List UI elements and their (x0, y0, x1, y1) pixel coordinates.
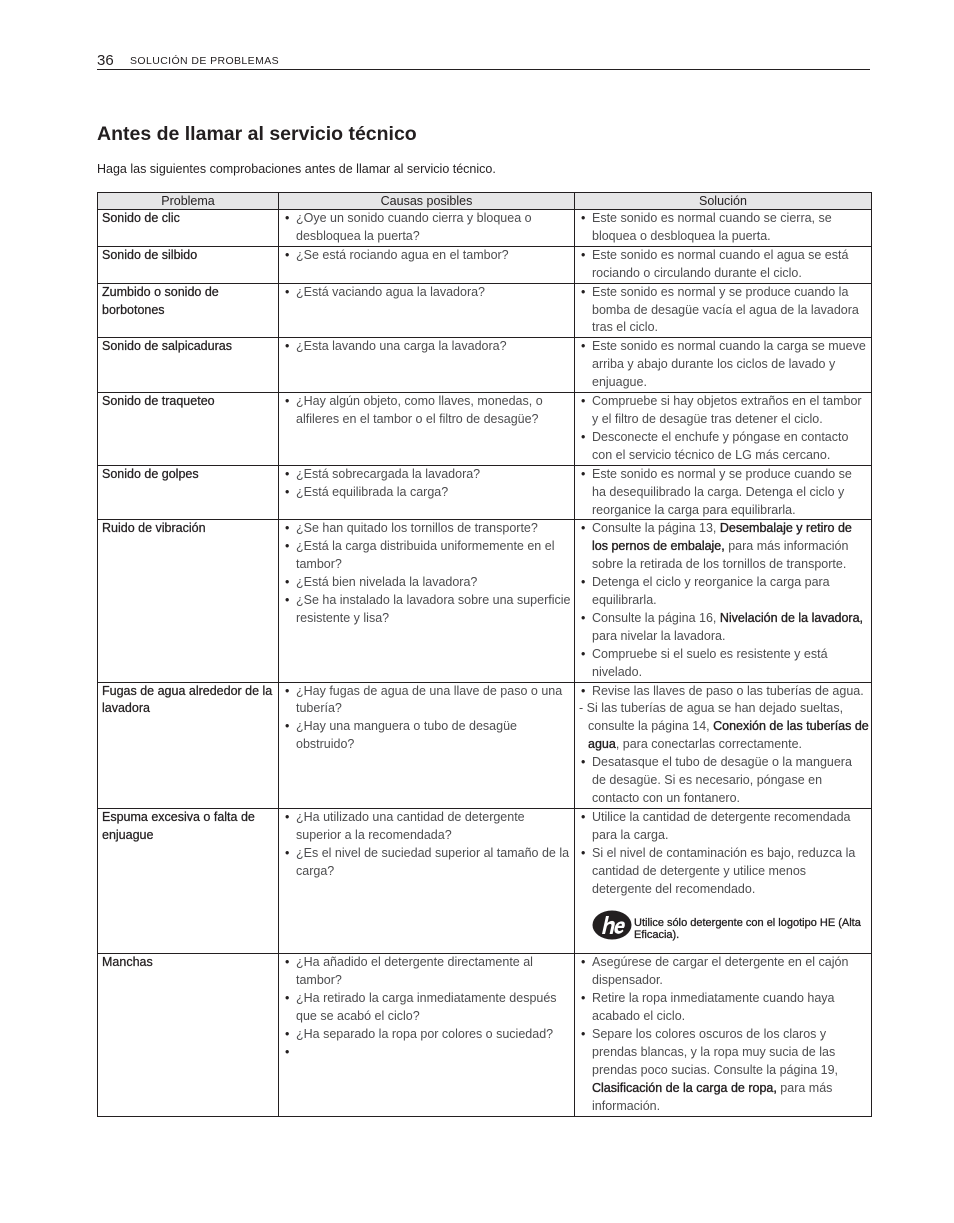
table-row (98, 210, 872, 247)
problem-cell: Sonido de silbido (98, 246, 279, 283)
solution-item: • Revise las llaves de paso o las tuberías de agua. (579, 683, 869, 701)
page-number: 36 (97, 52, 114, 69)
problem-cell: Ruido de vibración (98, 520, 279, 682)
solution-text: Separe los colores oscuros de los claros y prendas blancas, y la ropa muy sucia de las prendas poco sucias. Consulte la página 19, (592, 1027, 838, 1077)
he-note-text: Utilice sólo detergente con el logotipo HE (Alta Eficacia). (634, 917, 861, 942)
solution-cell (575, 808, 872, 954)
solution-item (579, 610, 869, 646)
solution-cell (575, 338, 872, 393)
page-header (97, 52, 870, 70)
solution-item: • Compruebe si el suelo es resistente y está nivelado. (579, 646, 869, 682)
causes-list (283, 247, 572, 265)
solution-item: • Retire la ropa inmediatamente cuando haya acabado el ciclo. (579, 990, 869, 1026)
solution-item: • Este sonido es normal y se produce cuando se ha desequilibrado la carga. Detenga el ciclo y reorganice la carga para equilibrarla. (579, 466, 869, 520)
causes-list (283, 954, 572, 1061)
intro-text: Haga las siguientes comprobaciones antes de llamar al servicio técnico. (97, 162, 496, 176)
solutions-list (579, 338, 869, 392)
causes-cell (279, 954, 575, 1116)
table-row (98, 682, 872, 808)
section-name: SOLUCIÓN DE PROBLEMAS (130, 55, 280, 67)
solution-subitem (579, 700, 869, 754)
troubleshooting-table (97, 192, 872, 1117)
cause-item (283, 1044, 572, 1062)
cause-item: • ¿Ha separado la ropa por colores o suciedad? (283, 1026, 572, 1044)
solutions-list (579, 393, 869, 465)
problem-cell: Sonido de clic (98, 210, 279, 247)
problem-cell: Manchas (98, 954, 279, 1116)
solution-item: • Este sonido es normal cuando la carga se mueve arriba y abajo durante los ciclos de lavado y enjuague. (579, 338, 869, 392)
problem-cell: Sonido de golpes (98, 465, 279, 520)
causes-cell (279, 210, 575, 247)
problem-cell: Zumbido o sonido de borbotones (98, 283, 279, 338)
solution-cell (575, 246, 872, 283)
he-logo-note (592, 911, 869, 941)
solution-item: • Este sonido es normal y se produce cuando la bomba de desagüe vacía el agua de la lavadora tras el ciclo. (579, 284, 869, 338)
table-row (98, 954, 872, 1116)
header-causes: Causas posibles (279, 193, 575, 210)
cause-item: • ¿Se está rociando agua en el tambor? (283, 247, 572, 265)
problem-cell: Sonido de salpicaduras (98, 338, 279, 393)
section-reference: Conexión de las tuberías de agua (588, 719, 869, 752)
solution-text: - Si las tuberías de agua se han dejado sueltas, consulte la página 14, (579, 701, 844, 734)
solutions-list (579, 247, 869, 283)
solution-cell (575, 954, 872, 1116)
cause-item: • ¿Está bien nivelada la lavadora? (283, 574, 572, 592)
cause-item: • ¿Es el nivel de suciedad superior al tamaño de la carga? (283, 845, 572, 881)
solution-item (579, 1026, 869, 1116)
causes-list (283, 809, 572, 881)
header-solution: Solución (575, 193, 872, 210)
solution-cell (575, 682, 872, 808)
solutions-list (579, 809, 869, 899)
solution-text: , para conectarlas correctamente. (615, 737, 803, 752)
solution-text: para más información sobre la retirada de los tornillos de transporte. (592, 539, 849, 572)
causes-list (283, 393, 572, 429)
causes-list (283, 466, 572, 502)
solution-item: • Si el nivel de contaminación es bajo, reduzca la cantidad de detergente y utilice menos detergente del recomendado. (579, 845, 869, 899)
solution-cell (575, 520, 872, 682)
table-row (98, 808, 872, 954)
solution-item: • Detenga el ciclo y reorganice la carga para equilibrarla. (579, 574, 869, 610)
causes-cell (279, 283, 575, 338)
table-row (98, 246, 872, 283)
table-row (98, 520, 872, 682)
cause-item: • ¿Se han quitado los tornillos de transporte? (283, 520, 572, 538)
solution-item: • Asegúrese de cargar el detergente en el cajón dispensador. (579, 954, 869, 990)
solution-item: • Desconecte el enchufe y póngase en contacto con el servicio técnico de LG más cercano. (579, 429, 869, 465)
solution-item: • Utilice la cantidad de detergente recomendada para la carga. (579, 809, 869, 845)
table-body (98, 210, 872, 1117)
solutions-list (579, 520, 869, 681)
solution-cell (575, 283, 872, 338)
cause-item: • ¿Hay algún objeto, como llaves, monedas, o alfileres en el tambor o el filtro de desagüe? (283, 393, 572, 429)
solution-text: Consulte la página 13, (592, 521, 720, 536)
causes-cell (279, 465, 575, 520)
solutions-list (579, 683, 869, 808)
causes-list (283, 338, 572, 356)
causes-cell (279, 808, 575, 954)
section-reference: Desembalaje y retiro de los pernos de embalaje, (592, 521, 852, 554)
solutions-list (579, 466, 869, 520)
solution-item (579, 520, 869, 574)
table-row (98, 338, 872, 393)
cause-item: • ¿Oye un sonido cuando cierra y bloquea o desbloquea la puerta? (283, 210, 572, 246)
he-logo-icon (592, 910, 632, 940)
table-row (98, 393, 872, 466)
solution-text: para más información. (592, 1080, 833, 1113)
cause-item: • ¿Está sobrecargada la lavadora? (283, 466, 572, 484)
causes-cell (279, 338, 575, 393)
problem-cell: Fugas de agua alrededor de la lavadora (98, 682, 279, 808)
solutions-list (579, 284, 869, 338)
page-title: Antes de llamar al servicio técnico (97, 123, 417, 145)
table-row (98, 283, 872, 338)
header-problem: Problema (98, 193, 279, 210)
solution-text: Consulte la página 16, (592, 610, 720, 625)
cause-item: • ¿Ha añadido el detergente directamente al tambor? (283, 954, 572, 990)
causes-list (283, 210, 572, 246)
solution-cell (575, 393, 872, 466)
cause-item: • ¿Se ha instalado la lavadora sobre una superficie resistente y lisa? (283, 592, 572, 628)
solution-cell (575, 210, 872, 247)
section-reference: Nivelación de la lavadora, (719, 610, 864, 625)
problem-cell: Sonido de traqueteo (98, 393, 279, 466)
solution-item: • Este sonido es normal cuando se cierra, se bloquea o desbloquea la puerta. (579, 210, 869, 246)
solution-cell (575, 465, 872, 520)
causes-list (283, 284, 572, 302)
cause-item: • ¿Está equilibrada la carga? (283, 484, 572, 502)
cause-item: • ¿Está vaciando agua la lavadora? (283, 284, 572, 302)
causes-cell (279, 682, 575, 808)
problem-cell: Espuma excesiva o falta de enjuague (98, 808, 279, 954)
cause-item: • ¿Está la carga distribuida uniformemente en el tambor? (283, 538, 572, 574)
table-header-row (98, 193, 872, 210)
section-reference: Clasificación de la carga de ropa, (592, 1080, 777, 1095)
causes-cell (279, 246, 575, 283)
causes-cell (279, 520, 575, 682)
causes-cell (279, 393, 575, 466)
cause-item: • ¿Ha utilizado una cantidad de detergente superior a la recomendada? (283, 809, 572, 845)
solution-item: • Desatasque el tubo de desagüe o la manguera de desagüe. Si es necesario, póngase en contacto con un fontanero. (579, 754, 869, 808)
cause-item: • ¿Esta lavando una carga la lavadora? (283, 338, 572, 356)
solutions-list (579, 954, 869, 1115)
solution-text: para nivelar la lavadora. (592, 628, 726, 643)
table-row (98, 465, 872, 520)
cause-item: • ¿Ha retirado la carga inmediatamente después que se acabó el ciclo? (283, 990, 572, 1026)
solution-item: • Compruebe si hay objetos extraños en el tambor y el filtro de desagüe tras detener el ciclo. (579, 393, 869, 429)
cause-item: • ¿Hay una manguera o tubo de desagüe obstruido? (283, 718, 572, 754)
solutions-list (579, 210, 869, 246)
causes-list (283, 520, 572, 627)
cause-item: • ¿Hay fugas de agua de una llave de paso o una tubería? (283, 683, 572, 719)
causes-list (283, 683, 572, 755)
solution-item: • Este sonido es normal cuando el agua se está rociando o circulando durante el ciclo. (579, 247, 869, 283)
